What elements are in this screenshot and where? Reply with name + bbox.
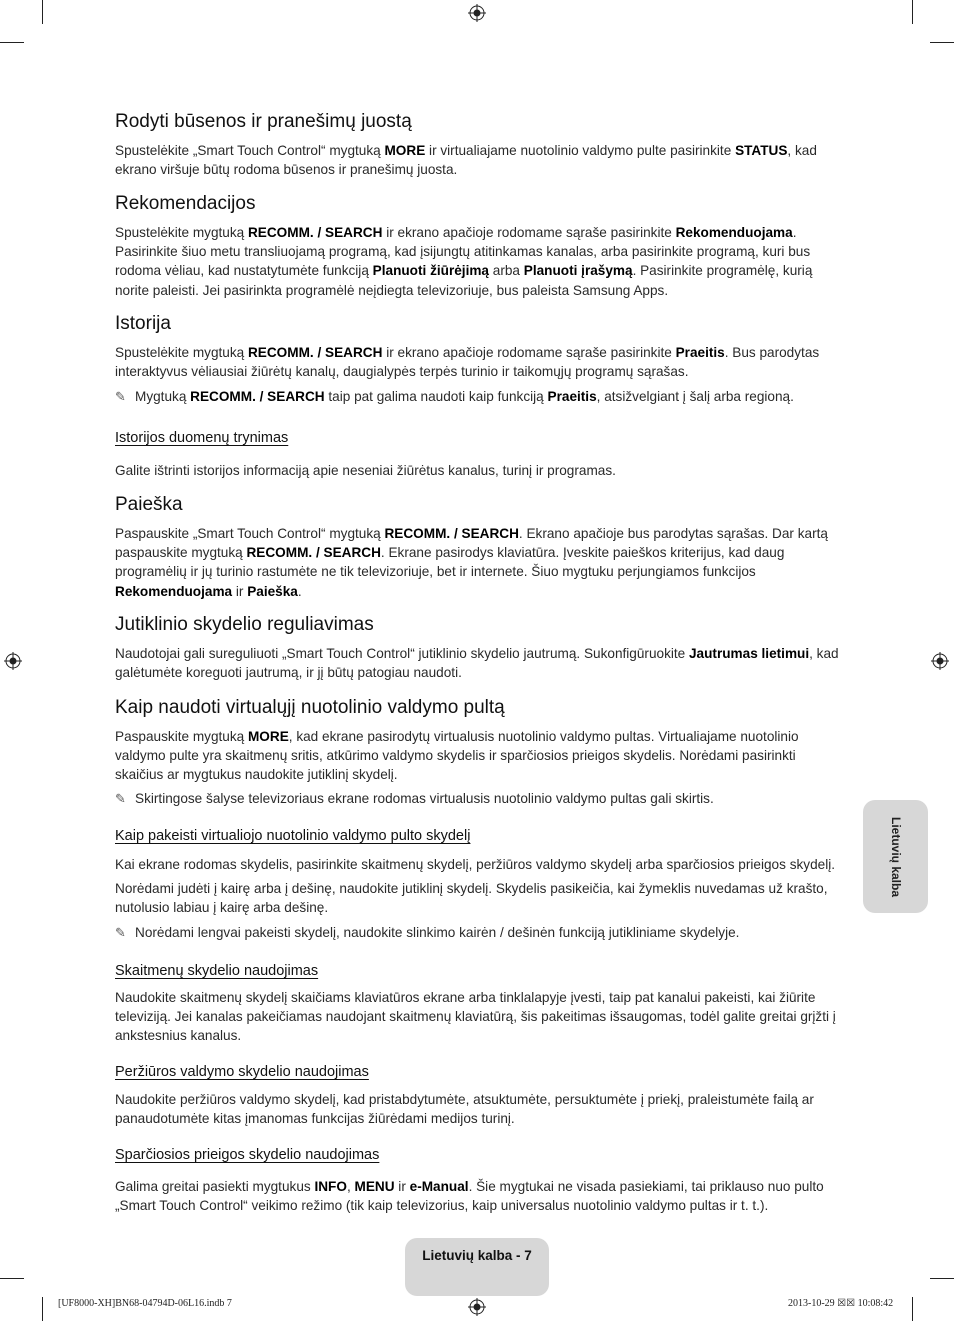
subsection-title: Peržiūros valdymo skydelio naudojimas: [115, 1064, 369, 1080]
crop-mark-bottom-left-h: [0, 1278, 24, 1279]
section-history: [115, 313, 840, 335]
paragraph: Naudokite skaitmenų skydelį skaičiams klaviatūros ekrane arba tinklalapyje įvesti, taip pat kanalui pakeisti, kai žiūrite televiziją. Jei kanalas pakeičiamas naudojant skaitmenų klaviatūrą, šis pakeitimas išsaugomas, todėl galite greitai grįžti į ankstesnius kanalus.: [115, 990, 836, 1044]
paragraph: Galite ištrinti istorijos informaciją apie neseniai žiūrėtus kanalus, turinį ir programas.: [115, 463, 616, 478]
section-title: Kaip naudoti virtualųjį nuotolinio valdymo pultą: [115, 697, 505, 718]
registration-mark-icon: [931, 652, 949, 670]
subsection-title: Sparčiosios prieigos skydelio naudojimas: [115, 1147, 380, 1163]
subsection-change-panel-p2: [115, 879, 840, 917]
pencil-note-icon: ✎: [115, 925, 126, 940]
section-title: Rodyti būsenos ir pranešimų juostą: [115, 111, 412, 132]
paragraph: Naudokite peržiūros valdymo skydelį, kad pristabdytumėte, atsuktumėte, persuktumėte į priekį, praleistumėte failą ar panaudotumėte kitas įmanomas funkcijas žiūrėdami medijos turinį.: [115, 1092, 814, 1127]
crop-mark-bottom-right-h: [930, 1278, 954, 1279]
registration-mark-icon: [4, 652, 22, 670]
section-touchpad-body: [115, 644, 840, 682]
crop-mark-top-right-h: [930, 42, 954, 43]
page-number-label: Lietuvių kalba - 7: [422, 1248, 532, 1263]
section-title: Paieška: [115, 494, 183, 515]
page-number-tab: [405, 1238, 549, 1296]
pencil-note-icon: ✎: [115, 389, 126, 404]
paragraph: Spustelėkite mygtuką RECOMM. / SEARCH ir ekrano apačioje rodomame sąraše pasirinkite Rekomenduojama. Pasirinkite šiuo metu transliuojamą programą, kad įsijungtų atitinkamas kanalas, arba pasirinkite programą, kuri bus rodoma vėliau, kad nustatytumėte funkciją Planuoti žiūrėjimą arba Planuoti įrašymą. Pasirinkite programėlę, kurią norite paleisti. Jei pasirinkta programėlė neįdiegta televizoriuje, bus paleista Samsung Apps.: [115, 225, 813, 298]
paragraph: Spustelėkite mygtuką RECOMM. / SEARCH ir ekrano apačioje rodomame sąraše pasirinkite Praeitis. Bus parodytas interaktyvus vėliausiai žiūrėtų kanalų, daugialypės terpės turinio ir taikomųjų programų sąrašas.: [115, 345, 820, 380]
section-status-bar-body: [115, 141, 840, 179]
section-virtual-remote: [115, 697, 840, 719]
note: ✎ Mygtuką RECOMM. / SEARCH taip pat galima naudoti kaip funkciją Praeitis, atsižvelgiant į šalį arba regioną.: [115, 387, 840, 406]
section-recommendations-body: [115, 223, 840, 300]
registration-mark-icon: [468, 4, 486, 22]
crop-mark-top-left-v: [42, 0, 43, 24]
subsection-playback-panel-body: [115, 1090, 840, 1128]
registration-mark-icon: [468, 1298, 486, 1316]
subsection-playback-panel: [115, 1063, 840, 1081]
subsection-quick-panel: [115, 1146, 840, 1164]
section-title: Istorija: [115, 313, 171, 334]
paragraph: Spustelėkite „Smart Touch Control“ mygtuką MORE ir virtualiajame nuotolinio valdymo pulte pasirinkite STATUS, kad ekrano viršuje būtų rodoma būsenos ir pranešimų juosta.: [115, 143, 817, 178]
paragraph: Paspauskite mygtuką MORE, kad ekrane pasirodytų virtualusis nuotolinio valdymo pultas. Virtualiajame nuotolinio valdymo pulte yra skaitmenų sritis, atkūrimo valdymo skydelis ir sparčiosios prieigos skydelis. Norėdami pasirinkti skaičius ar mygtukus naudokite jutiklinį skydelį.: [115, 729, 799, 783]
paragraph: Paspauskite „Smart Touch Control“ mygtuką RECOMM. / SEARCH. Ekrano apačioje bus parodytas sąrašas. Dar kartą paspauskite mygtuką RECOMM. / SEARCH. Ekrane pasirodys klaviatūra. Įveskite paieškos kriterijus, kad daug programėlių ir jų turinio rastumėte ne tik televizoriuje, bet ir internete. Šiuo mygtuku perjungiamos funkcijos Rekomenduojama ir Paieška.: [115, 526, 828, 599]
crop-mark-bottom-right-v: [912, 1297, 913, 1321]
section-search: [115, 494, 840, 516]
section-title: Rekomendacijos: [115, 193, 256, 214]
language-side-tab-label: Lietuvių kalba: [888, 816, 903, 897]
paragraph: Norėdami judėti į kairę arba į dešinę, naudokite jutiklinį skydelį. Skydelis pasikeičia, kai žymeklis nuvedamas už krašto, nutolusio labiau į kairę arba dešinę.: [115, 881, 828, 916]
print-footer-file: [UF8000-XH]BN68-04794D-06L16.indb 7: [58, 1298, 232, 1309]
subsection-title: Istorijos duomenų trynimas: [115, 430, 289, 446]
section-title: Jutiklinio skydelio reguliavimas: [115, 614, 374, 635]
note: ✎ Skirtingose šalyse televizoriaus ekrane rodomas virtualusis nuotolinio valdymo pultas gali skirtis.: [115, 789, 840, 808]
subsection-change-panel-p1: [115, 855, 840, 874]
section-history-body: [115, 343, 840, 381]
section-status-bar: [115, 111, 840, 133]
subsection-change-panel: [115, 827, 840, 845]
note: ✎ Norėdami lengvai pakeisti skydelį, naudokite slinkimo kairėn / dešinėn funkciją jutikliniame skydelyje.: [115, 923, 840, 942]
pencil-note-icon: ✎: [115, 791, 126, 806]
subsection-title: Kaip pakeisti virtualiojo nuotolinio valdymo pulto skydelį: [115, 828, 471, 844]
subsection-title: Skaitmenų skydelio naudojimas: [115, 963, 319, 979]
crop-mark-bottom-left-v: [42, 1297, 43, 1321]
subsection-number-panel: [115, 962, 840, 980]
paragraph: Kai ekrane rodomas skydelis, pasirinkite skaitmenų skydelį, peržiūros valdymo skydelį arba sparčiosios prieigos skydelį.: [115, 857, 836, 872]
language-side-tab: [863, 800, 928, 913]
subsection-number-panel-body: [115, 988, 840, 1046]
crop-mark-top-right-v: [912, 0, 913, 24]
section-recommendations: [115, 193, 840, 215]
paragraph: Naudotojai gali sureguliuoti „Smart Touch Control“ jutiklinio skydelio jautrumą. Sukonfigūruokite Jautrumas lietimui, kad galėtumėte koreguoti jautrumą, ir jį būtų patogiau naudoti.: [115, 646, 839, 681]
print-footer-timestamp: 2013-10-29 ☒☒ 10:08:42: [788, 1298, 894, 1309]
crop-mark-top-left-h: [0, 42, 24, 43]
section-touchpad: [115, 614, 840, 636]
subsection-quick-panel-body: [115, 1177, 840, 1215]
subsection-history-delete-body: [115, 461, 840, 480]
subsection-history-delete: [115, 429, 840, 447]
section-search-body: [115, 524, 840, 601]
section-virtual-remote-body: [115, 727, 840, 785]
paragraph: Galima greitai pasiekti mygtukus INFO, MENU ir e-Manual. Šie mygtukai ne visada pasiekiami, tai priklauso nuo pulto „Smart Touch Control“ veikimo režimo (tik kaip televizorius, kaip universalus nuotolinio valdymo pultas ir t. t.).: [115, 1179, 824, 1214]
